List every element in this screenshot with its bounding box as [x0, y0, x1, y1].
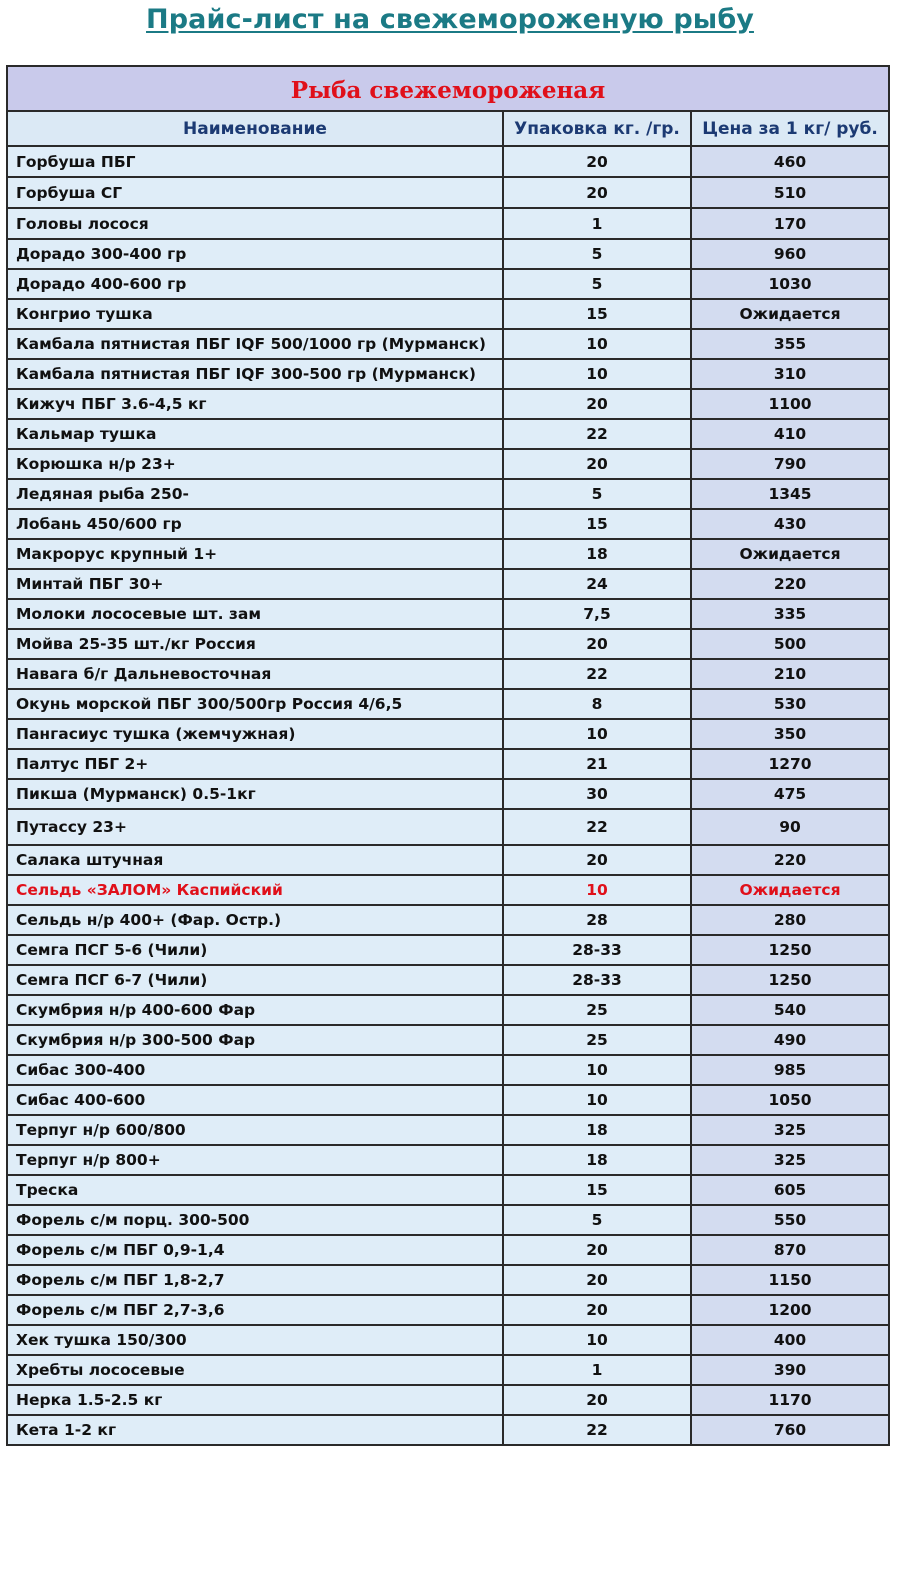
row-name-cell: Скумбрия н/р 300-500 Фар	[7, 1025, 503, 1055]
table-row	[7, 1055, 889, 1085]
table-row	[7, 509, 889, 539]
row-name-cell: Пикша (Мурманск) 0.5-1кг	[7, 779, 503, 809]
table-row	[7, 389, 889, 419]
row-price-cell: 1270	[691, 749, 889, 779]
row-price-cell: 220	[691, 845, 889, 875]
row-name-cell: Нерка 1.5-2.5 кг	[7, 1385, 503, 1415]
row-price-cell: 220	[691, 569, 889, 599]
row-pack-cell: 10	[503, 359, 691, 389]
table-row	[7, 1175, 889, 1205]
row-price-cell: 1100	[691, 389, 889, 419]
row-pack-cell: 15	[503, 299, 691, 329]
row-name-cell: Окунь морской ПБГ 300/500гр Россия 4/6,5	[7, 689, 503, 719]
column-header-price: Цена за 1 кг/ руб.	[691, 111, 889, 146]
table-row	[7, 299, 889, 329]
row-price-cell: 1200	[691, 1295, 889, 1325]
row-name-cell: Треска	[7, 1175, 503, 1205]
table-row	[7, 1325, 889, 1355]
page-title: Прайс-лист на свежемороженую рыбу	[146, 4, 754, 35]
table-row	[7, 809, 889, 845]
row-pack-cell: 5	[503, 479, 691, 509]
table-row	[7, 779, 889, 809]
row-pack-cell: 20	[503, 146, 691, 177]
table-row	[7, 146, 889, 177]
table-row	[7, 1385, 889, 1415]
row-name-cell: Сибас 300-400	[7, 1055, 503, 1085]
price-table	[6, 65, 890, 1446]
row-name-cell: Головы лосося	[7, 208, 503, 239]
row-name-cell: Навага б/г Дальневосточная	[7, 659, 503, 689]
table-row	[7, 449, 889, 479]
row-price-cell: 760	[691, 1415, 889, 1445]
table-row	[7, 269, 889, 299]
row-price-cell: 310	[691, 359, 889, 389]
row-price-cell: 550	[691, 1205, 889, 1235]
row-pack-cell: 20	[503, 449, 691, 479]
row-pack-cell: 22	[503, 659, 691, 689]
row-price-cell: 335	[691, 599, 889, 629]
row-price-cell: 500	[691, 629, 889, 659]
row-price-cell: 1050	[691, 1085, 889, 1115]
row-pack-cell: 21	[503, 749, 691, 779]
table-row	[7, 599, 889, 629]
row-price-cell: 460	[691, 146, 889, 177]
row-pack-cell: 10	[503, 719, 691, 749]
row-price-cell: 510	[691, 177, 889, 208]
row-name-cell: Конгрио тушка	[7, 299, 503, 329]
row-price-cell: 960	[691, 239, 889, 269]
row-pack-cell: 22	[503, 1415, 691, 1445]
row-pack-cell: 10	[503, 1085, 691, 1115]
row-pack-cell: 28	[503, 905, 691, 935]
row-pack-cell: 20	[503, 629, 691, 659]
row-price-cell: 210	[691, 659, 889, 689]
row-price-cell: 490	[691, 1025, 889, 1055]
table-row	[7, 875, 889, 905]
row-pack-cell: 22	[503, 419, 691, 449]
row-name-cell: Путассу 23+	[7, 809, 503, 845]
row-price-cell: 1170	[691, 1385, 889, 1415]
row-pack-cell: 20	[503, 1235, 691, 1265]
row-name-cell: Скумбрия н/р 400-600 Фар	[7, 995, 503, 1025]
row-pack-cell: 28-33	[503, 935, 691, 965]
row-pack-cell: 5	[503, 1205, 691, 1235]
row-name-cell: Корюшка н/р 23+	[7, 449, 503, 479]
price-table-body	[7, 146, 889, 1445]
row-name-cell: Дорадо 300-400 гр	[7, 239, 503, 269]
row-pack-cell: 8	[503, 689, 691, 719]
row-price-cell: 355	[691, 329, 889, 359]
row-pack-cell: 5	[503, 269, 691, 299]
row-pack-cell: 24	[503, 569, 691, 599]
row-pack-cell: 28-33	[503, 965, 691, 995]
row-price-cell: 1150	[691, 1265, 889, 1295]
section-title: Рыба свежемороженая	[7, 66, 889, 111]
row-name-cell: Хребты лососевые	[7, 1355, 503, 1385]
table-row	[7, 749, 889, 779]
row-pack-cell: 10	[503, 1055, 691, 1085]
column-header-row	[7, 111, 889, 146]
row-price-cell: 325	[691, 1115, 889, 1145]
row-name-cell: Форель с/м ПБГ 2,7-3,6	[7, 1295, 503, 1325]
row-pack-cell: 10	[503, 875, 691, 905]
row-price-cell: 985	[691, 1055, 889, 1085]
table-row	[7, 1415, 889, 1445]
row-pack-cell: 20	[503, 845, 691, 875]
row-name-cell: Хек тушка 150/300	[7, 1325, 503, 1355]
row-price-cell: 1250	[691, 935, 889, 965]
row-name-cell: Макрорус крупный 1+	[7, 539, 503, 569]
table-row	[7, 935, 889, 965]
row-name-cell: Кижуч ПБГ 3.6-4,5 кг	[7, 389, 503, 419]
row-price-cell: 350	[691, 719, 889, 749]
row-name-cell: Терпуг н/р 800+	[7, 1145, 503, 1175]
row-name-cell: Камбала пятнистая ПБГ IQF 300-500 гр (Мурманск)	[7, 359, 503, 389]
row-name-cell: Лобань 450/600 гр	[7, 509, 503, 539]
row-name-cell: Ледяная рыба 250-	[7, 479, 503, 509]
row-price-cell: 790	[691, 449, 889, 479]
table-row	[7, 995, 889, 1025]
row-price-cell: 1345	[691, 479, 889, 509]
row-name-cell: Дорадо 400-600 гр	[7, 269, 503, 299]
table-row	[7, 1355, 889, 1385]
row-name-cell: Горбуша ПБГ	[7, 146, 503, 177]
row-price-cell: 475	[691, 779, 889, 809]
table-row	[7, 629, 889, 659]
row-price-cell: Ожидается	[691, 875, 889, 905]
row-name-cell: Семга ПСГ 5-6 (Чили)	[7, 935, 503, 965]
row-price-cell: 170	[691, 208, 889, 239]
row-pack-cell: 20	[503, 389, 691, 419]
row-pack-cell: 7,5	[503, 599, 691, 629]
row-pack-cell: 30	[503, 779, 691, 809]
table-row	[7, 569, 889, 599]
row-price-cell: Ожидается	[691, 539, 889, 569]
table-row	[7, 965, 889, 995]
table-row	[7, 1115, 889, 1145]
row-price-cell: 1250	[691, 965, 889, 995]
row-pack-cell: 15	[503, 1175, 691, 1205]
table-row	[7, 208, 889, 239]
row-name-cell: Форель с/м порц. 300-500	[7, 1205, 503, 1235]
table-row	[7, 1145, 889, 1175]
table-row	[7, 1295, 889, 1325]
row-price-cell: 410	[691, 419, 889, 449]
row-pack-cell: 20	[503, 1265, 691, 1295]
row-price-cell: 325	[691, 1145, 889, 1175]
row-name-cell: Форель с/м ПБГ 0,9-1,4	[7, 1235, 503, 1265]
row-pack-cell: 20	[503, 1295, 691, 1325]
row-price-cell: 280	[691, 905, 889, 935]
row-name-cell: Кета 1-2 кг	[7, 1415, 503, 1445]
row-pack-cell: 18	[503, 1145, 691, 1175]
row-pack-cell: 15	[503, 509, 691, 539]
row-pack-cell: 1	[503, 208, 691, 239]
row-price-cell: 870	[691, 1235, 889, 1265]
row-name-cell: Терпуг н/р 600/800	[7, 1115, 503, 1145]
row-price-cell: Ожидается	[691, 299, 889, 329]
row-name-cell: Минтай ПБГ 30+	[7, 569, 503, 599]
row-name-cell: Горбуша СГ	[7, 177, 503, 208]
table-row	[7, 1235, 889, 1265]
row-name-cell: Форель с/м ПБГ 1,8-2,7	[7, 1265, 503, 1295]
table-row	[7, 1205, 889, 1235]
row-name-cell: Салака штучная	[7, 845, 503, 875]
row-name-cell: Пангасиус тушка (жемчужная)	[7, 719, 503, 749]
row-pack-cell: 22	[503, 809, 691, 845]
row-name-cell: Сельдь «ЗАЛОМ» Каспийский	[7, 875, 503, 905]
column-header-pack: Упаковка кг. /гр.	[503, 111, 691, 146]
row-pack-cell: 10	[503, 1325, 691, 1355]
row-price-cell: 430	[691, 509, 889, 539]
row-pack-cell: 5	[503, 239, 691, 269]
row-name-cell: Мойва 25-35 шт./кг Россия	[7, 629, 503, 659]
table-row	[7, 359, 889, 389]
table-row	[7, 905, 889, 935]
row-price-cell: 540	[691, 995, 889, 1025]
row-price-cell: 605	[691, 1175, 889, 1205]
row-pack-cell: 20	[503, 1385, 691, 1415]
table-row	[7, 539, 889, 569]
table-row	[7, 659, 889, 689]
row-name-cell: Семга ПСГ 6-7 (Чили)	[7, 965, 503, 995]
table-row	[7, 689, 889, 719]
row-price-cell: 1030	[691, 269, 889, 299]
table-row	[7, 1025, 889, 1055]
table-row	[7, 1085, 889, 1115]
table-row	[7, 419, 889, 449]
row-price-cell: 530	[691, 689, 889, 719]
row-name-cell: Сельдь н/р 400+ (Фар. Остр.)	[7, 905, 503, 935]
row-pack-cell: 1	[503, 1355, 691, 1385]
table-row	[7, 479, 889, 509]
row-name-cell: Камбала пятнистая ПБГ IQF 500/1000 гр (Мурманск)	[7, 329, 503, 359]
table-row	[7, 719, 889, 749]
table-row	[7, 239, 889, 269]
row-price-cell: 90	[691, 809, 889, 845]
row-name-cell: Молоки лососевые шт. зам	[7, 599, 503, 629]
row-pack-cell: 20	[503, 177, 691, 208]
row-pack-cell: 18	[503, 539, 691, 569]
row-name-cell: Палтус ПБГ 2+	[7, 749, 503, 779]
row-pack-cell: 25	[503, 995, 691, 1025]
section-header-row	[7, 66, 889, 111]
row-pack-cell: 25	[503, 1025, 691, 1055]
row-name-cell: Сибас 400-600	[7, 1085, 503, 1115]
column-header-name: Наименование	[7, 111, 503, 146]
table-row	[7, 329, 889, 359]
row-price-cell: 390	[691, 1355, 889, 1385]
row-pack-cell: 10	[503, 329, 691, 359]
row-pack-cell: 18	[503, 1115, 691, 1145]
row-price-cell: 400	[691, 1325, 889, 1355]
row-name-cell: Кальмар тушка	[7, 419, 503, 449]
table-row	[7, 177, 889, 208]
table-row	[7, 845, 889, 875]
table-row	[7, 1265, 889, 1295]
